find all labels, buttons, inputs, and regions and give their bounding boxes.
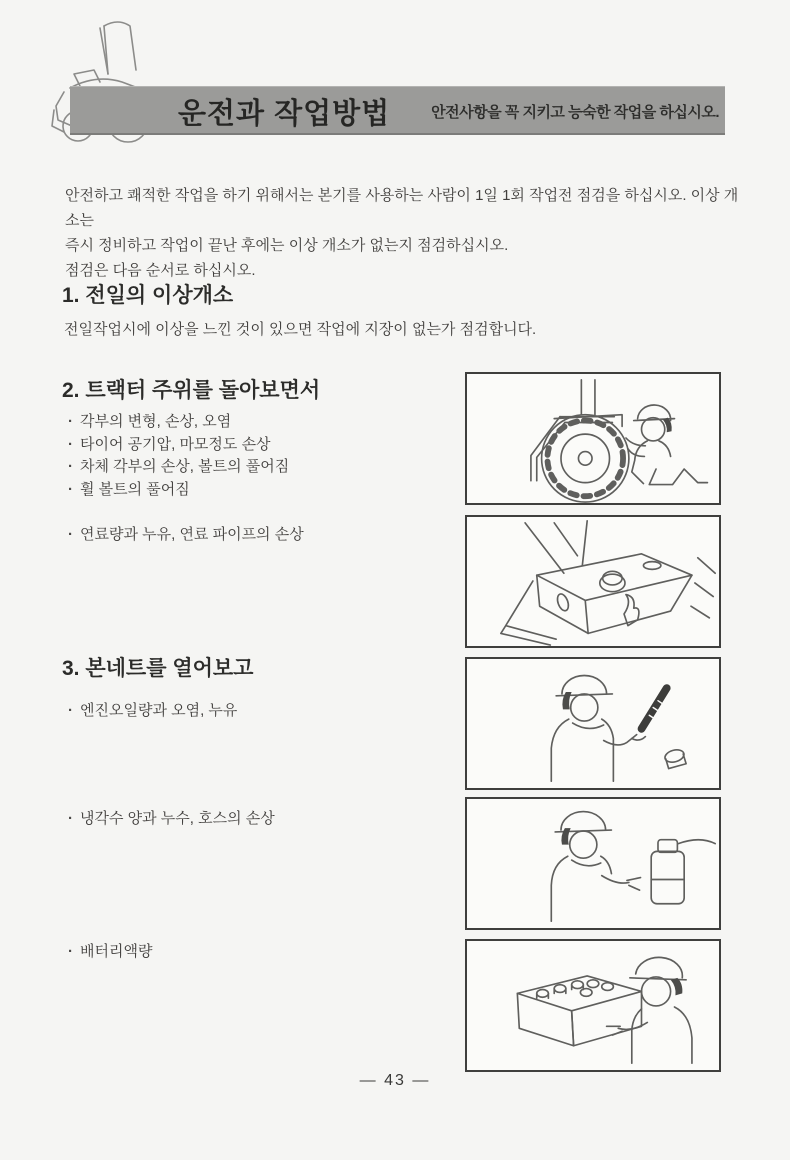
list-item: · 연료량과 누유, 연료 파이프의 손상 xyxy=(68,524,304,547)
figure-tire-inspection xyxy=(465,372,721,505)
header-banner xyxy=(70,86,725,135)
engine-oil-bullet xyxy=(68,700,237,723)
page-title: 운전과 작업방법 xyxy=(178,98,391,130)
list-item: · 휠 볼트의 풀어짐 xyxy=(68,479,289,502)
section-2-heading: 2. 트랙터 주위를 돌아보면서 xyxy=(62,379,321,402)
figure-battery xyxy=(465,939,721,1072)
intro-line: 안전하고 쾌적한 작업을 하기 위해서는 본기를 사용하는 사람이 1일 1회 작업전 점검을 하십시오. 이상 개소는 xyxy=(65,187,739,229)
intro-line: 점검은 다음 순서로 하십시오. xyxy=(65,262,256,279)
section-1-body: 전일작업시에 이상을 느낀 것이 있으면 작업에 지장이 없는가 점검합니다. xyxy=(64,321,537,338)
page-number: — 43 — xyxy=(359,1072,431,1089)
section-2-bullet-list xyxy=(68,411,289,501)
intro-paragraph xyxy=(65,183,745,283)
safety-notice: 안전사항을 꼭 지키고 능숙한 작업을 하십시오. xyxy=(431,104,719,121)
list-item: · 타이어 공기압, 마모정도 손상 xyxy=(68,434,289,457)
figure-engine-oil-dipstick xyxy=(465,657,721,790)
fuel-bullet xyxy=(68,524,304,547)
list-item: · 차체 각부의 손상, 볼트의 풀어짐 xyxy=(68,456,289,479)
list-item: · 배터리액량 xyxy=(68,941,152,964)
coolant-bullet xyxy=(68,808,275,831)
list-item: · 엔진오일량과 오염, 누유 xyxy=(68,700,237,723)
list-item: · 냉각수 양과 누수, 호스의 손상 xyxy=(68,808,275,831)
fuel-tank-illustration xyxy=(467,517,719,646)
coolant-bottle-illustration xyxy=(467,799,719,928)
battery-bullet xyxy=(68,941,152,964)
oil-dipstick-illustration xyxy=(467,659,719,788)
intro-line: 즉시 정비하고 작업이 끝난 후에는 이상 개소가 없는지 점검하십시오. xyxy=(65,237,509,254)
list-item: · 각부의 변형, 손상, 오염 xyxy=(68,411,289,434)
tire-inspection-illustration xyxy=(467,374,719,503)
battery-illustration xyxy=(467,941,719,1070)
figure-coolant-bottle xyxy=(465,797,721,930)
figure-fuel-tank xyxy=(465,515,721,648)
section-3-heading: 3. 본네트를 열어보고 xyxy=(62,657,254,680)
section-1-heading: 1. 전일의 이상개소 xyxy=(62,284,234,307)
